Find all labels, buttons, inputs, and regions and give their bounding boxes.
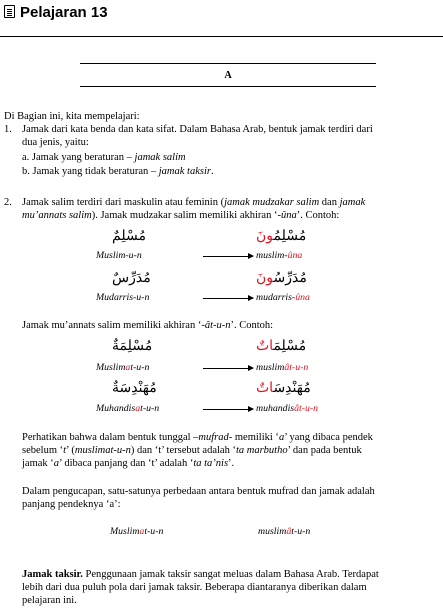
arrow-icon [203, 368, 253, 369]
translit-plural: muslim-ûna [256, 250, 303, 261]
note2-line2: panjang pendeknya ‘a’: [22, 499, 121, 510]
point2-line2: mu’annats salim). Jamak mudzakar salim memiliki akhiran ‘-ûna’. Contoh: [22, 210, 340, 221]
arabic-singular: مُدَرِّسٌ [112, 270, 151, 286]
header-divider [0, 36, 443, 37]
translit-singular: Muhandisat-u-n [96, 403, 160, 414]
translit-plural: muhandisât-u-n [256, 403, 319, 414]
point2-line1: Jamak salim terdiri dari maskulin atau feminin (jamak mudzakar salim dan jamak [22, 197, 366, 208]
note2-line1: Dalam pengucapan, satu-satunya perbedaan antara bentuk mufrad dan jamak adalah [22, 486, 375, 497]
arrow-icon [203, 298, 253, 299]
note1-line3: jamak ‘a’ dibaca panjang dan ‘t’ adalah ‘ta ta’nis’. [22, 458, 235, 469]
compare-plural: muslimât-u-n [258, 526, 311, 537]
section-rule-bottom [80, 86, 376, 87]
translit-singular: Muslimat-u-n [96, 362, 150, 373]
taksir-title: Jamak taksir. [22, 569, 83, 580]
translit-plural: muslimât-u-n [256, 362, 309, 373]
taksir-line2: lebih dari dua puluh pola dari jamak taksir. Beberapa diantaranya diberikan dalam [22, 582, 367, 593]
intro-text: Di Bagian ini, kita mempelajari: [4, 111, 140, 122]
arabic-plural: مُسْلِمُونَ [256, 228, 307, 244]
point1-item-b: b. Jamak yang tidak beraturan – jamak taksir. [22, 166, 214, 177]
point1-line1: Jamak dari kata benda dan kata sifat. Dalam Bahasa Arab, bentuk jamak terdiri dari [22, 124, 373, 135]
page-title: Pelajaran 13 [20, 4, 108, 21]
compare-singular: Muslimat-u-n [110, 526, 164, 537]
arabic-singular: مُسْلِمٌ [112, 228, 146, 244]
taksir-line3: pelajaran ini. [22, 595, 77, 606]
translit-singular: Mudarris-u-n [96, 292, 150, 303]
note1-line2: sebelum ‘t’ (muslimat-u-n) dan ‘t’ tersebut adalah ‘ta marbutho’ dan pada bentuk [22, 445, 362, 456]
point1-item-a: a. Jamak yang beraturan – jamak salim [22, 152, 186, 163]
taksir-line1: Jamak taksir. Penggunaan jamak taksir sangat meluas dalam Bahasa Arab. Terdapat [22, 569, 379, 580]
point2-number: 2. [4, 197, 12, 208]
arrow-icon [203, 256, 253, 257]
translit-plural: mudarris-ûna [256, 292, 310, 303]
section-rule-top [80, 63, 376, 64]
point1-line2: dua jenis, yaitu: [22, 137, 89, 148]
arabic-singular: مُسْلِمَةٌ [112, 338, 153, 354]
point1-number: 1. [4, 124, 12, 135]
arabic-plural: مُهَنْدِسَاتٌ [256, 380, 311, 396]
arabic-plural: مُدَرِّسُونَ [256, 270, 307, 286]
section-label: A [224, 70, 232, 81]
arabic-singular: مُهَنْدِسَةٌ [112, 380, 157, 396]
page-header [4, 4, 108, 22]
document-icon [4, 5, 15, 18]
arrow-icon [203, 409, 253, 410]
note1-line1: Perhatikan bahwa dalam bentuk tunggal –mufrad- memiliki ‘a’ yang dibaca pendek [22, 432, 373, 443]
arabic-plural: مُسْلِمَاتٌ [256, 338, 307, 354]
translit-singular: Muslim-u-n [96, 250, 142, 261]
feminine-intro: Jamak mu’annats salim memiliki akhiran ‘-ât-u-n’. Contoh: [22, 320, 274, 331]
